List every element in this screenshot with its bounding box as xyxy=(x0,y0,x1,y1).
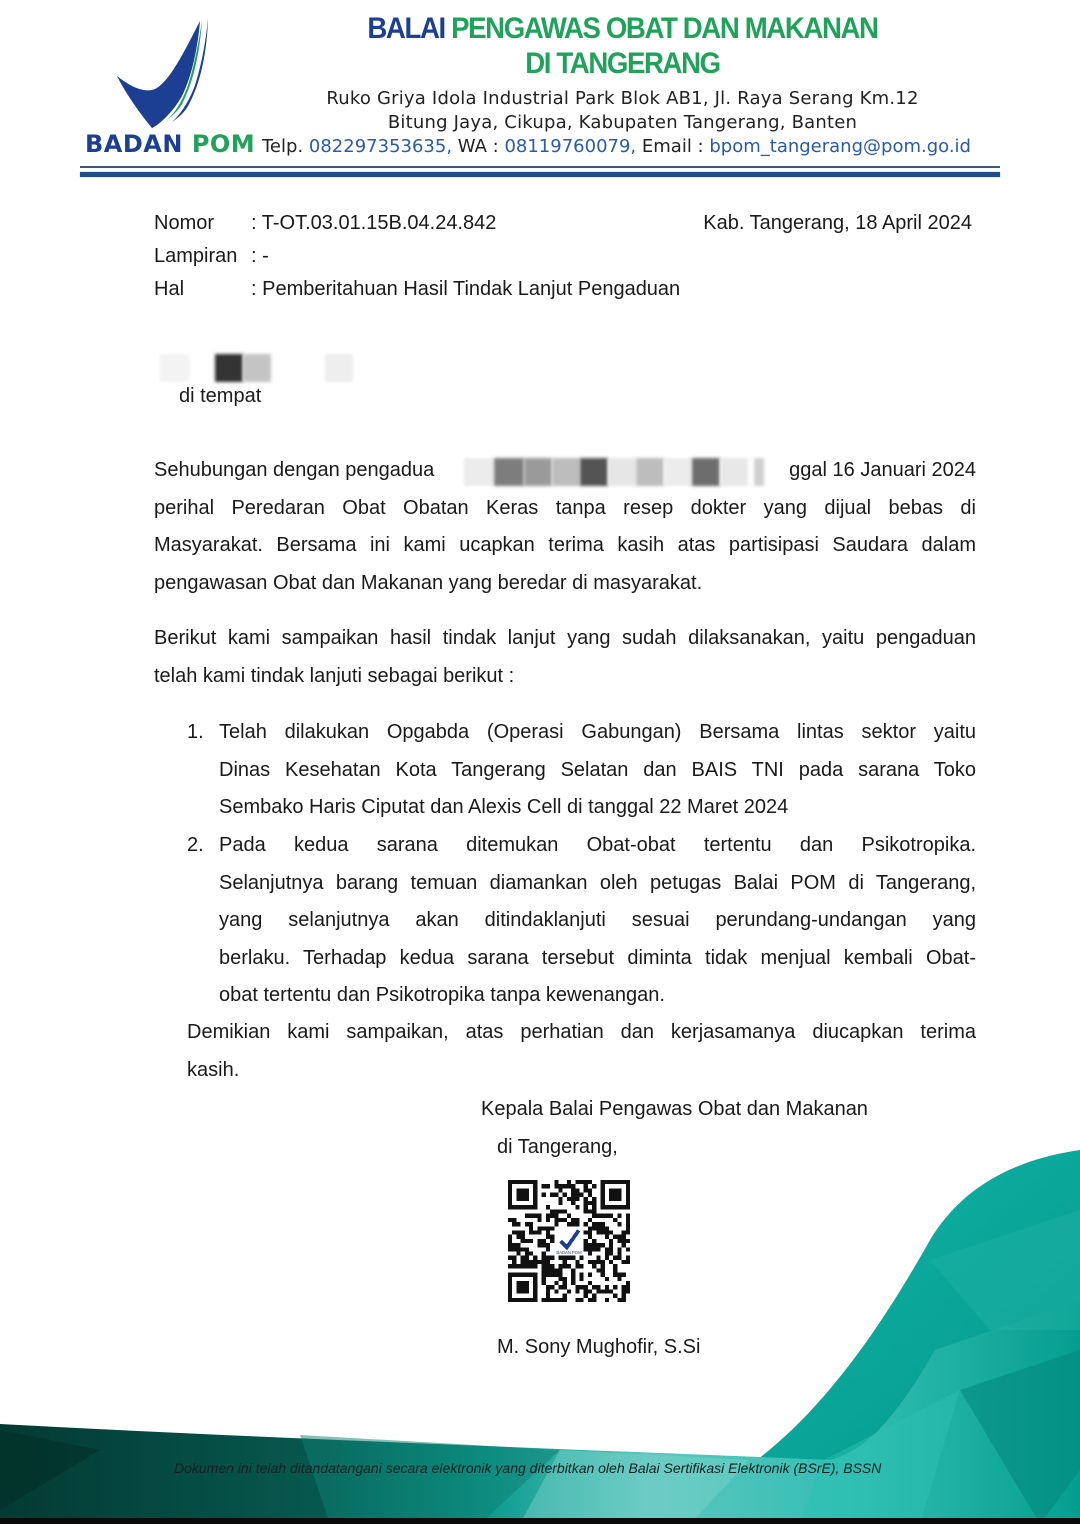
recipient-location: di tempat xyxy=(179,385,262,407)
address-line-2: Bitung Jaya, Cikupa, Kabupaten Tangerang, Banten xyxy=(387,112,858,133)
paragraph-1-line xyxy=(154,452,976,490)
logo-wordmark xyxy=(85,130,255,158)
header-divider-thin xyxy=(80,166,1000,168)
para1-line1-after: ggal 16 Januari 2024 xyxy=(789,459,976,481)
paragraph-1-line: perihal Peredaran Obat Obatan Keras tanpa resep dokter yang dijual bebas di xyxy=(154,496,976,519)
paragraph-1-line: pengawasan Obat dan Makanan yang beredar di masyarakat. xyxy=(154,571,703,594)
hal-label: Hal xyxy=(154,278,185,300)
lampiran-label: Lampiran xyxy=(154,245,238,267)
list-item-number: 2. xyxy=(187,834,204,856)
header-divider-thick xyxy=(80,172,1000,177)
nomor-label: Nomor xyxy=(154,212,215,234)
list-item-line: Telah dilakukan Opgabda (Operasi Gabungan) Bersama lintas sektor yaitu xyxy=(219,721,976,743)
hal-value: : Pemberitahuan Hasil Tindak Lanjut Pengaduan xyxy=(251,278,681,300)
wa-label: WA : xyxy=(457,136,499,157)
closing-line: kasih. xyxy=(187,1058,240,1081)
paragraph-1 xyxy=(154,452,976,602)
list-item-line: obat tertentu dan Psikotropika tanpa kewenangan. xyxy=(219,984,665,1006)
list-item-line: berlaku. Terhadap kedua sarana tersebut diminta tidak menjual kembali Obat- xyxy=(219,946,976,969)
list-item-line: Selanjutnya barang temuan diamankan oleh petugas Balai POM di Tangerang, xyxy=(219,871,976,894)
badan-pom-logo-icon xyxy=(112,16,212,128)
list-item-line: yang selanjutnya akan ditindaklanjuti sesuai perundang-undangan yang xyxy=(219,909,976,931)
recipient-redacted xyxy=(160,352,360,384)
list-item xyxy=(187,827,976,1015)
list-item-line: Sembako Haris Ciputat dan Alexis Cell di tanggal 22 Maret 2024 xyxy=(219,796,789,818)
place-date: Kab. Tangerang, 18 April 2024 xyxy=(703,212,972,234)
bottom-edge xyxy=(0,1518,1080,1524)
e-signature-note: Dokumen ini telah ditandatangani secara elektronik yang diterbitkan oleh Balai Sertifikasi Elektronik (BSrE), BSSN xyxy=(174,1460,882,1476)
signatory-name: M. Sony Mughofir, S.Si xyxy=(497,1336,701,1358)
closing-paragraph xyxy=(187,1014,976,1089)
contact-line xyxy=(262,136,971,157)
list-item-number: 1. xyxy=(187,721,204,743)
title-agency: PENGAWAS OBAT DAN MAKANAN xyxy=(451,12,878,45)
para1-line1-before: Sehubungan dengan pengadua xyxy=(154,459,435,481)
telp-value[interactable]: 082297353635, xyxy=(308,136,453,157)
paragraph-2-line: telah kami tindak lanjuti sebagai berikut : xyxy=(154,664,515,687)
wa-value[interactable]: 08119760079, xyxy=(504,136,637,157)
nomor-value: : T-OT.03.01.15B.04.24.842 xyxy=(251,212,497,234)
telp-label: Telp. xyxy=(262,136,304,157)
signatory-title: Kepala Balai Pengawas Obat dan Makanan xyxy=(481,1098,868,1120)
list-item xyxy=(187,714,976,827)
qr-code-icon[interactable] xyxy=(508,1180,630,1302)
letterhead-subtitle: DI TANGERANG xyxy=(525,47,720,80)
letterhead-title xyxy=(280,12,965,46)
closing-line: Demikian kami sampaikan, atas perhatian dan kerjasamanya diucapkan terima xyxy=(187,1021,976,1043)
logo-word-pom: POM xyxy=(191,130,256,158)
list-item-line: Pada kedua sarana ditemukan Obat-obat tertentu dan Psikotropika. xyxy=(219,834,976,856)
paragraph-1-line: Masyarakat. Bersama ini kami ucapkan terima kasih atas partisipasi Saudara dalam xyxy=(154,534,976,556)
email-link[interactable]: bpom_tangerang@pom.go.id xyxy=(709,136,971,157)
lampiran-value: : - xyxy=(251,245,269,267)
signatory-office: di Tangerang, xyxy=(497,1136,618,1158)
title-balai: BALAI xyxy=(367,12,445,45)
paragraph-2-line: Berikut kami sampaikan hasil tindak lanjut yang sudah dilaksanakan, yaitu pengaduan xyxy=(154,627,976,649)
paragraph-2 xyxy=(154,620,976,695)
list-item-line: Dinas Kesehatan Kota Tangerang Selatan dan BAIS TNI pada sarana Toko xyxy=(219,758,976,781)
address-line-1: Ruko Griya Idola Industrial Park Blok AB1, Jl. Raya Serang Km.12 xyxy=(326,88,919,109)
qr-logo-text: BADAN POM xyxy=(556,1250,582,1256)
complainant-redacted xyxy=(464,458,764,486)
email-label: Email : xyxy=(641,136,704,157)
logo-word-badan: BADAN xyxy=(85,130,183,158)
